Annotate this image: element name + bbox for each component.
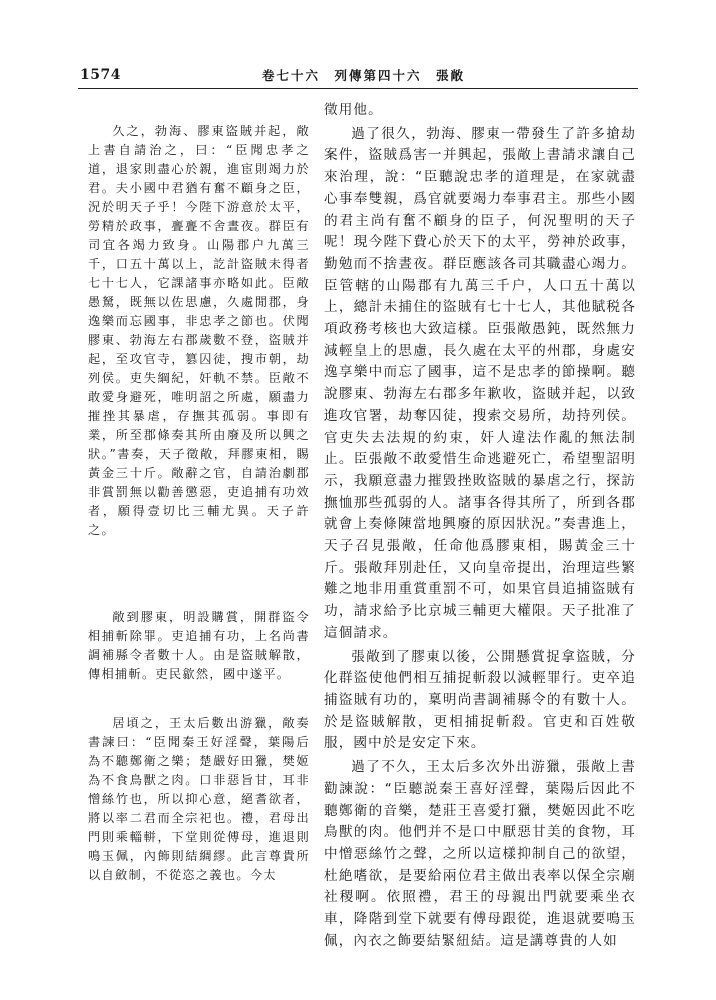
header-rule bbox=[78, 88, 638, 89]
translation-continuation: 徵用他。 bbox=[324, 102, 383, 118]
translation-paragraph-3: 過了不久，王太后多次外出游獵，張敞上書勸諫說：“臣聽説秦王喜好淫聲，葉陽后因此不聽鄭衛的音樂，楚莊王喜愛打獵，樊姬因此不吃鳥獸的肉。他們并不是口中厭惡甘美的食物，耳中憎惡絲竹之聲，之所以這樣抑制自己的欲望，杜絶嗜欲，是要給兩位君主做出表率以保全宗廟社稷啊。依照禮，君王的母親出門就要乘坐衣車，降階到堂下就要有傅母跟從，進退就要鳴玉佩，內衣之飾要結緊紐結。這是講尊貴的人如 bbox=[324, 759, 636, 949]
page-number: 1574 bbox=[80, 67, 121, 83]
translation-paragraph-1: 過了很久，勃海、膠東一帶發生了許多搶劫案件，盜賊爲害一并興起，張敞上書請求讓自己來治理，說：“臣聽說忠孝的道理是，在家就盡心事奉雙親，爲官就要竭力奉事君主。那些小國的君主尚有奮不顧身的臣子，何況聖明的天子呢！現今陛下費心於天下的太平，勞神於政事，勤勉而不捨晝夜。群臣應該各司其職盡心竭力。臣管轄的山陽郡有九萬三千户，人口五十萬以上，總計未捕住的盜賊有七十七人，其他賦税各項政務考核也大致這樣。臣張敞愚鈍，既然無力減輕皇上的思慮，長久處在太平的州郡，身處安逸享樂中而忘了國事，這不是忠孝的節操啊。聽說膠東、勃海左右郡多年歉收，盜賊并起，以致進攻官署，劫奪囚徒，搜索交易所，劫持列侯。官吏失去法規的約束，奸人違法作亂的無法制止。臣張敞不敢愛惜生命逃避死亡，希望聖詔明示，我願意盡力摧毀挫敗盜賊的暴虐之行，探訪撫恤那些孤弱的人。諸事各得其所了，所到各郡就會上奏條陳當地興廢的原因狀況。”奏書進上，天子召見張敞，任命他爲膠東相，賜黃金三十斤。張敞拜別赴任，又向皇帝提出，治理這些繁難之地非用重賞重罰不可，如果官員追捕盜賊有功，請求給予比京城三輔更大權限。天子批准了這個請求。 bbox=[324, 125, 636, 641]
translation-column bbox=[324, 100, 636, 952]
original-paragraph-3: 居頃之，王太后數出游獵，敞奏書諫曰：“臣聞秦王好淫聲，葉陽后為不聽鄭衛之樂；楚嚴好田獵，樊姬為不食鳥獸之肉。口非惡旨甘，耳非憎絲竹也，所以抑心意，絕耆欲者，將以率二君而全宗祀也。禮，君母出門則乘輜軿，下堂則從傅母，進退則鳴玉佩，內飾則結綢繆。此言尊貴所以自斂制，不從恣之義也。今太 bbox=[88, 716, 310, 882]
original-paragraph-2: 敞到膠東，明設購賞，開群盜令相捕斬除罪。吏追捕有功，上名尚書調補縣令者數十人。由是盜賊解散，傳相捕斬。吏民歙然，國中遂平。 bbox=[88, 610, 310, 681]
original-paragraph-1: 久之，勃海、膠東盜賊并起，敞上書自請治之，曰：“臣聞忠孝之道，退家則盡心於親，進宦則竭力於君。夫小國中君猶有奮不顧身之臣，況於明天子乎！今陛下游意於太平，勞精於政事，亹亹不舍晝夜。群臣有司宜各竭力致身。山陽郡户九萬三千，口五十萬以上，訖計盜賊未得者七十七人，它課諸事亦略如此。臣敞愚駑，既無以佐思慮，久處閒郡，身逸樂而忘國事，非忠孝之節也。伏聞膠東、勃海左右郡歲數不登，盜賊并起，至攻官寺，篡囚徒，搜市朝，劫列侯。吏失綱紀，奸軌不禁。臣敞不敢愛身避死，唯明詔之所處，願盡力摧挫其暴虐，存撫其孤弱。事即有業，所至郡條奏其所由廢及所以興之狀。”書奏，天子徵敞，拜膠東相，賜黃金三十斤。敞辭之官，自請治劇郡非賞罰無以勸善懲惡，吏追捕有功效者，願得壹切比三輔尤異。天子許之。 bbox=[88, 124, 310, 537]
page-header bbox=[0, 0, 716, 100]
running-title: 卷七十六 列傳第四十六 張敞 bbox=[262, 68, 466, 83]
original-text-column bbox=[88, 122, 310, 885]
translation-paragraph-2: 張敞到了膠東以後，公開懸賞捉拿盜賊，分化群盜使他們相互捕捉斬殺以減輕罪行。吏卒追捕盜賊有功的，稟明尚書調補縣令的有數十人。於是盜賊解散，更相捕捉斬殺。官吏和百姓敬服，國中於是安定下來。 bbox=[324, 648, 636, 752]
